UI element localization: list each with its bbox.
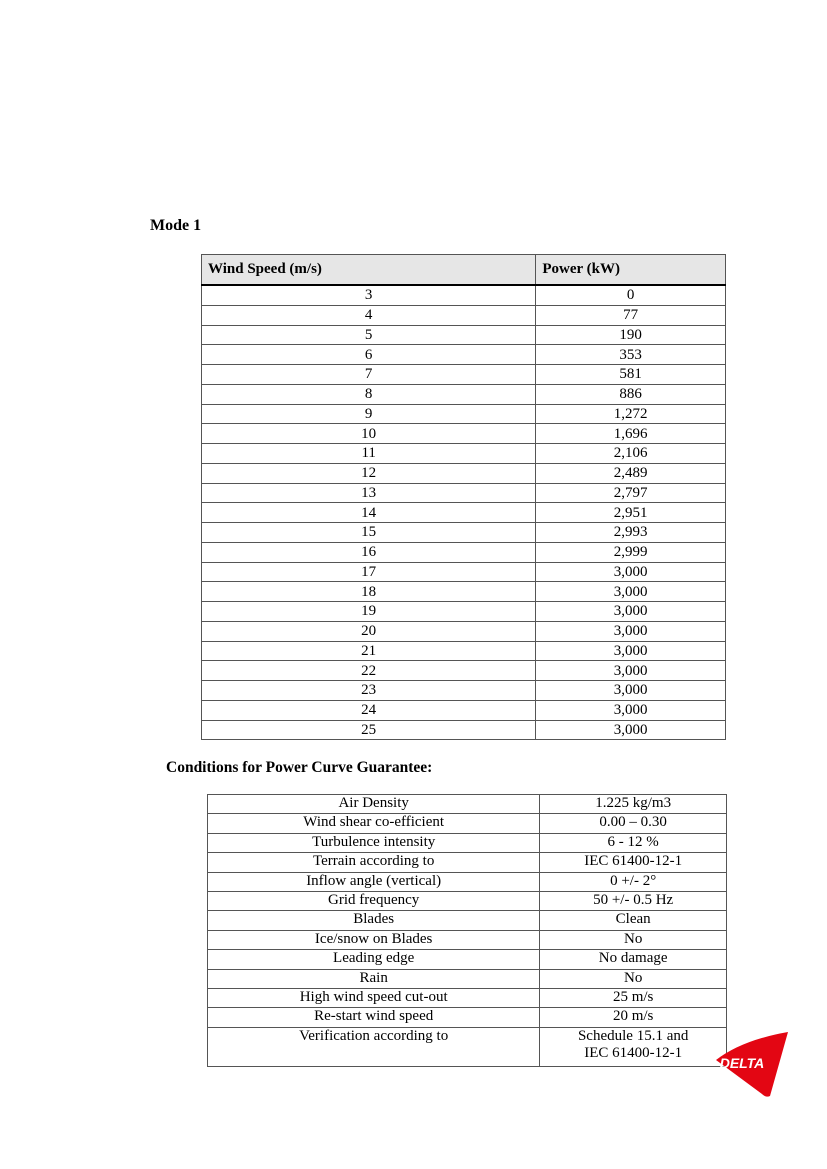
table-row: [202, 523, 726, 543]
condition-label: Turbulence intensity: [208, 833, 540, 852]
wind-speed-cell: 25: [202, 720, 536, 740]
condition-label: Inflow angle (vertical): [208, 872, 540, 891]
power-cell: 353: [536, 345, 726, 365]
table-row: [208, 969, 727, 988]
condition-label: Wind shear co-efficient: [208, 814, 540, 833]
condition-label: Air Density: [208, 795, 540, 814]
table-row: [202, 345, 726, 365]
power-cell: 2,797: [536, 483, 726, 503]
wind-speed-cell: 24: [202, 700, 536, 720]
wind-speed-cell: 13: [202, 483, 536, 503]
power-cell: 3,000: [536, 621, 726, 641]
table-row: [208, 1027, 727, 1066]
table-row: [202, 681, 726, 701]
power-cell: 3,000: [536, 582, 726, 602]
power-cell: 2,489: [536, 463, 726, 483]
power-cell: 2,951: [536, 503, 726, 523]
table-row: [202, 621, 726, 641]
wind-speed-cell: 23: [202, 681, 536, 701]
table-row: [202, 384, 726, 404]
condition-value: 25 m/s: [540, 988, 727, 1007]
condition-label: Terrain according to: [208, 853, 540, 872]
wind-speed-cell: 14: [202, 503, 536, 523]
table-row: [202, 661, 726, 681]
mode-title: Mode 1: [150, 217, 202, 234]
condition-label: High wind speed cut-out: [208, 988, 540, 1007]
power-cell: 886: [536, 384, 726, 404]
wind-speed-cell: 21: [202, 641, 536, 661]
table-row: [202, 463, 726, 483]
table-row: [208, 814, 727, 833]
table-row: [202, 542, 726, 562]
power-cell: 0: [536, 285, 726, 305]
table-row: [208, 1008, 727, 1027]
table-row: [208, 911, 727, 930]
power-curve-table: [201, 254, 726, 740]
table-row: [202, 404, 726, 424]
condition-value: Schedule 15.1 and IEC 61400-12-1: [540, 1027, 727, 1066]
condition-label: Ice/snow on Blades: [208, 930, 540, 949]
table-row: [202, 285, 726, 305]
power-cell: 2,999: [536, 542, 726, 562]
wind-speed-cell: 5: [202, 325, 536, 345]
wind-speed-cell: 4: [202, 305, 536, 325]
power-cell: 3,000: [536, 641, 726, 661]
condition-label: Blades: [208, 911, 540, 930]
wind-speed-cell: 11: [202, 444, 536, 464]
table-row: [208, 795, 727, 814]
condition-value: 20 m/s: [540, 1008, 727, 1027]
power-cell: 3,000: [536, 661, 726, 681]
table-row: [202, 641, 726, 661]
wind-speed-cell: 8: [202, 384, 536, 404]
table-row: [202, 325, 726, 345]
condition-label: Verification according to: [208, 1027, 540, 1066]
condition-label: Leading edge: [208, 950, 540, 969]
delta-logo-text: DELTA: [719, 1055, 765, 1071]
condition-value: IEC 61400-12-1: [540, 853, 727, 872]
wind-speed-cell: 9: [202, 404, 536, 424]
table-row: [202, 582, 726, 602]
wind-speed-cell: 19: [202, 602, 536, 622]
table-row: [202, 720, 726, 740]
power-header: Power (kW): [536, 255, 726, 286]
table-row: [202, 602, 726, 622]
power-cell: 1,696: [536, 424, 726, 444]
condition-value: 6 - 12 %: [540, 833, 727, 852]
table-row: [202, 562, 726, 582]
table-row: [208, 891, 727, 910]
wind-speed-cell: 6: [202, 345, 536, 365]
condition-label: Grid frequency: [208, 891, 540, 910]
condition-value: No: [540, 930, 727, 949]
wind-speed-cell: 18: [202, 582, 536, 602]
wind-speed-cell: 15: [202, 523, 536, 543]
condition-label: Re-start wind speed: [208, 1008, 540, 1027]
table-row: [208, 872, 727, 891]
power-cell: 581: [536, 365, 726, 385]
table-row: [202, 503, 726, 523]
table-row: [202, 700, 726, 720]
condition-value: 1.225 kg/m3: [540, 795, 727, 814]
condition-value: 0 +/- 2°: [540, 872, 727, 891]
table-row: [202, 305, 726, 325]
condition-value: No: [540, 969, 727, 988]
table-row: [208, 988, 727, 1007]
table-row: [208, 853, 727, 872]
wind-speed-cell: 20: [202, 621, 536, 641]
table-row: [202, 424, 726, 444]
conditions-title: Conditions for Power Curve Guarantee:: [166, 759, 433, 776]
condition-label: Rain: [208, 969, 540, 988]
condition-value: 50 +/- 0.5 Hz: [540, 891, 727, 910]
wind-speed-cell: 22: [202, 661, 536, 681]
power-cell: 77: [536, 305, 726, 325]
power-cell: 2,993: [536, 523, 726, 543]
power-cell: 1,272: [536, 404, 726, 424]
wind-speed-cell: 3: [202, 285, 536, 305]
power-cell: 3,000: [536, 681, 726, 701]
wind-speed-cell: 7: [202, 365, 536, 385]
wind-speed-cell: 16: [202, 542, 536, 562]
wind-speed-cell: 17: [202, 562, 536, 582]
power-cell: 3,000: [536, 602, 726, 622]
power-cell: 3,000: [536, 562, 726, 582]
power-cell: 2,106: [536, 444, 726, 464]
wind-speed-cell: 12: [202, 463, 536, 483]
table-header-row: [202, 255, 726, 286]
table-row: [208, 833, 727, 852]
wind-speed-header: Wind Speed (m/s): [202, 255, 536, 286]
power-cell: 190: [536, 325, 726, 345]
wind-speed-cell: 10: [202, 424, 536, 444]
power-cell: 3,000: [536, 720, 726, 740]
conditions-table: [207, 794, 727, 1067]
table-row: [202, 365, 726, 385]
condition-value: Clean: [540, 911, 727, 930]
table-row: [202, 444, 726, 464]
table-row: [208, 950, 727, 969]
power-cell: 3,000: [536, 700, 726, 720]
table-row: [208, 930, 727, 949]
table-row: [202, 483, 726, 503]
delta-logo: [712, 1030, 792, 1098]
condition-value: No damage: [540, 950, 727, 969]
condition-value: 0.00 – 0.30: [540, 814, 727, 833]
